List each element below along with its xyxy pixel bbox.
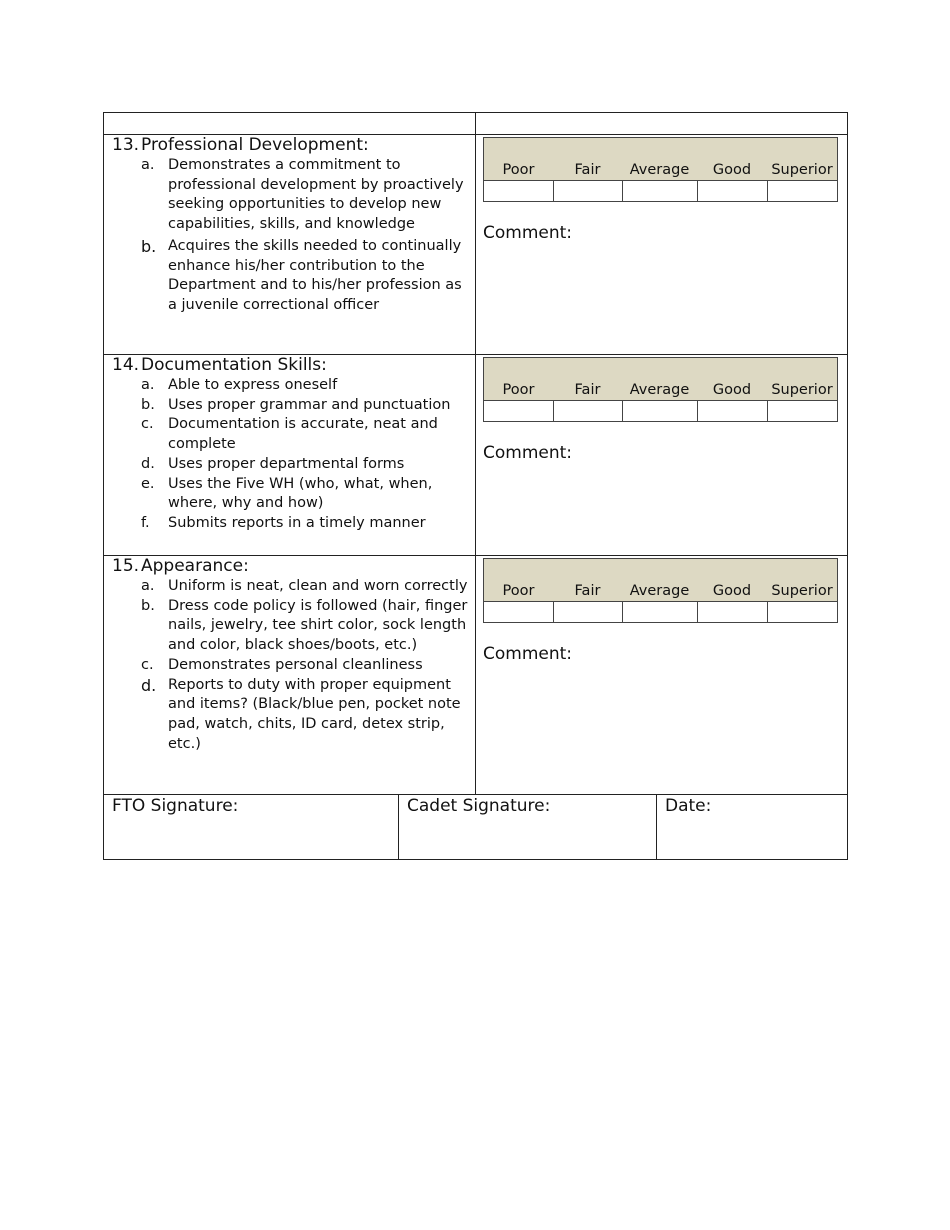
item-text: Uniform is neat, clean and worn correctly [168, 578, 468, 594]
rating-label-poor: Poor [484, 559, 554, 602]
item-letter: c. [141, 416, 154, 433]
rating-label-fair: Fair [553, 559, 622, 602]
item-letter: a. [141, 377, 155, 393]
section-rating-cell [476, 556, 848, 795]
rating-header-row [484, 138, 838, 181]
fto-signature-label: FTO Signature: [112, 796, 239, 816]
rating-box-average[interactable] [622, 401, 697, 422]
item-letter: e. [141, 475, 155, 492]
rating-box-average[interactable] [622, 181, 697, 202]
item-letter: b. [141, 236, 157, 256]
criteria-item [112, 597, 469, 656]
section-criteria-cell [104, 135, 476, 355]
item-text: Demonstrates personal cleanliness [168, 656, 423, 673]
item-text: Reports to duty with proper equipment and items? (Black/blue pen, pocket note pad, watch, chits, ID card, detex strip, etc.) [168, 676, 461, 752]
rating-box-good[interactable] [697, 602, 767, 623]
criteria-item [112, 415, 469, 454]
criteria-item [112, 577, 469, 597]
section-heading [112, 556, 469, 577]
item-letter: c. [141, 656, 154, 673]
fto-signature-field[interactable] [104, 795, 399, 860]
section-heading [112, 135, 469, 156]
blank-header-cell-right [476, 113, 848, 135]
criteria-item [112, 376, 469, 396]
item-text: Uses the Five WH (who, what, when, where, why and how) [168, 475, 433, 512]
rating-box-row [484, 401, 838, 422]
comment-label: Comment: [483, 223, 573, 243]
rating-label-good: Good [697, 559, 767, 602]
rating-scale [483, 137, 838, 202]
item-letter: b. [141, 396, 155, 413]
rating-label-poor: Poor [484, 358, 554, 401]
blank-header-cell-left [104, 113, 476, 135]
rating-label-poor: Poor [484, 138, 554, 181]
signature-table [103, 794, 848, 860]
criteria-list [112, 376, 469, 534]
item-letter: b. [141, 597, 155, 614]
rating-box-row [484, 181, 838, 202]
criteria-item [112, 656, 469, 676]
date-field[interactable] [657, 795, 848, 860]
criteria-item [112, 455, 469, 475]
rating-label-good: Good [697, 138, 767, 181]
evaluation-table [103, 112, 848, 795]
rating-label-fair: Fair [553, 138, 622, 181]
comment-label: Comment: [483, 443, 573, 463]
item-letter: a. [141, 157, 155, 173]
section-rating-cell [476, 135, 848, 355]
rating-box-row [484, 602, 838, 623]
section-number: 13. [112, 135, 140, 155]
item-letter: d. [141, 675, 157, 695]
rating-box-fair[interactable] [553, 181, 622, 202]
section-heading [112, 355, 469, 376]
item-text: Demonstrates a commitment to professional development by proactively seeking opportunities to develop new capabilities, skills, and knowledge [168, 157, 464, 233]
cadet-signature-label: Cadet Signature: [407, 796, 551, 816]
section-number: 15. [112, 556, 140, 576]
rating-box-poor[interactable] [484, 181, 554, 202]
item-text: Dress code policy is followed (hair, finger nails, jewelry, tee shirt color, sock length and color, black shoes/boots, etc.) [168, 597, 468, 654]
rating-box-fair[interactable] [553, 401, 622, 422]
rating-box-good[interactable] [697, 181, 767, 202]
rating-label-average: Average [622, 358, 697, 401]
criteria-list [112, 156, 469, 316]
rating-label-fair: Fair [553, 358, 622, 401]
comment-label: Comment: [483, 644, 573, 664]
rating-box-good[interactable] [697, 401, 767, 422]
criteria-item [112, 475, 469, 514]
criteria-item [112, 676, 469, 755]
rating-scale [483, 357, 838, 422]
item-text: Acquires the skills needed to continually enhance his/her contribution to the Department and to his/her profession as a juvenile correctional officer [168, 237, 462, 313]
criteria-list [112, 577, 469, 754]
rating-scale [483, 558, 838, 623]
rating-box-superior[interactable] [767, 602, 838, 623]
section-title: Documentation Skills: [141, 355, 327, 375]
section-row-14 [104, 355, 848, 556]
signature-row [104, 795, 848, 860]
rating-header-row [484, 559, 838, 602]
item-text: Able to express oneself [168, 377, 338, 393]
rating-label-superior: Superior [767, 138, 838, 181]
section-number: 14. [112, 355, 140, 375]
section-title: Professional Development: [141, 135, 369, 155]
item-text: Submits reports in a timely manner [168, 514, 426, 531]
criteria-item [112, 237, 469, 316]
criteria-item [112, 156, 469, 235]
item-letter: d. [141, 455, 155, 472]
rating-box-poor[interactable] [484, 602, 554, 623]
item-letter: f. [141, 514, 150, 531]
section-row-13 [104, 135, 848, 355]
section-criteria-cell [104, 355, 476, 556]
item-text: Documentation is accurate, neat and complete [168, 416, 438, 453]
rating-box-poor[interactable] [484, 401, 554, 422]
rating-box-average[interactable] [622, 602, 697, 623]
blank-header-row [104, 113, 848, 135]
item-text: Uses proper grammar and punctuation [168, 396, 451, 413]
rating-box-fair[interactable] [553, 602, 622, 623]
section-row-15 [104, 556, 848, 795]
item-letter: a. [141, 578, 155, 594]
rating-header-row [484, 358, 838, 401]
rating-label-superior: Superior [767, 358, 838, 401]
rating-label-good: Good [697, 358, 767, 401]
criteria-item [112, 514, 469, 534]
item-text: Uses proper departmental forms [168, 455, 405, 472]
date-label: Date: [665, 796, 712, 816]
rating-label-superior: Superior [767, 559, 838, 602]
section-title: Appearance: [141, 556, 249, 576]
section-criteria-cell [104, 556, 476, 795]
rating-label-average: Average [622, 559, 697, 602]
cadet-signature-field[interactable] [399, 795, 657, 860]
rating-box-superior[interactable] [767, 401, 838, 422]
rating-box-superior[interactable] [767, 181, 838, 202]
section-rating-cell [476, 355, 848, 556]
rating-label-average: Average [622, 138, 697, 181]
criteria-item [112, 396, 469, 416]
